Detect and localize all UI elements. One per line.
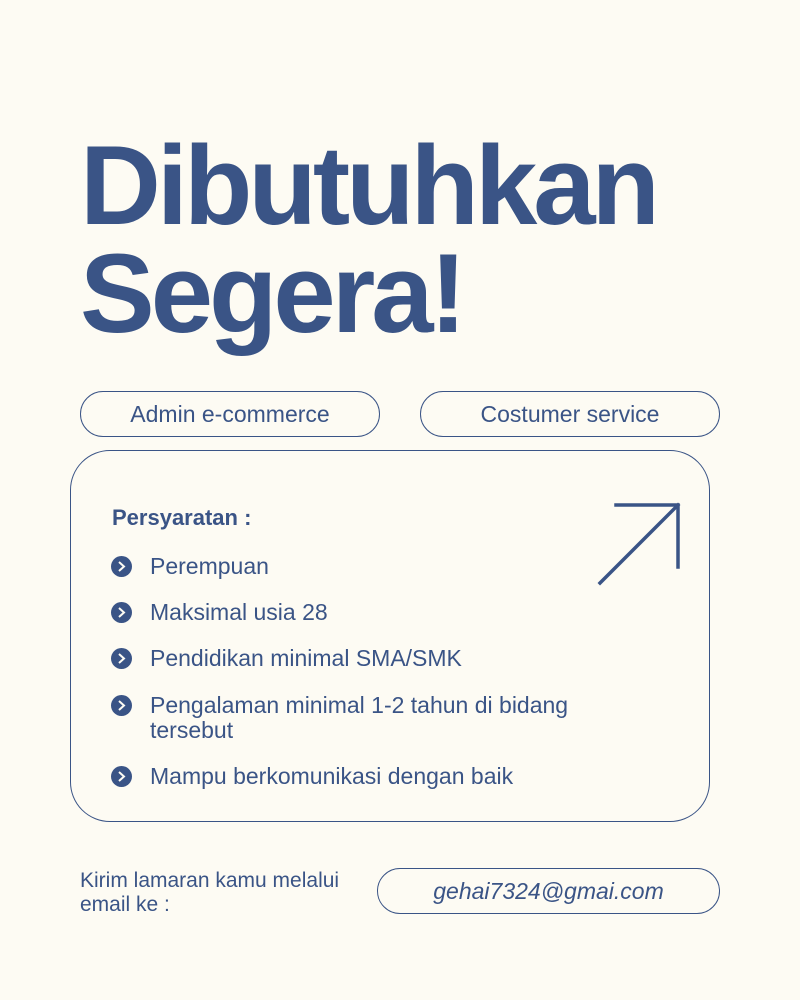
list-item	[111, 646, 600, 671]
requirement-text: Maksimal usia 28	[150, 599, 328, 625]
headline	[80, 123, 656, 356]
list-item	[111, 554, 600, 579]
list-item	[111, 764, 600, 789]
requirement-text: Pendidikan minimal SMA/SMK	[150, 645, 462, 671]
requirements-title: Persyaratan :	[112, 505, 252, 530]
list-item	[111, 693, 600, 743]
requirement-text: Pengalaman minimal 1-2 tahun di bidang tersebut	[150, 692, 569, 743]
chevron-right-icon	[111, 766, 132, 787]
email-address[interactable]: gehai7324@gmai.com	[377, 868, 720, 914]
list-item	[111, 600, 600, 625]
position-pill-admin: Admin e-commerce	[80, 391, 380, 437]
requirements-card	[70, 450, 710, 822]
chevron-right-icon	[111, 602, 132, 623]
headline-line-2: Segera!	[80, 231, 463, 356]
headline-line-1: Dibutuhkan	[80, 123, 656, 248]
position-pill-customer-service: Costumer service	[420, 391, 720, 437]
chevron-right-icon	[111, 556, 132, 577]
requirement-text: Mampu berkomunikasi dengan baik	[150, 763, 514, 789]
arrow-up-right-icon	[596, 501, 684, 589]
requirement-text: Perempuan	[150, 553, 269, 579]
contact-instruction: Kirim lamaran kamu melalui email ke :	[80, 869, 340, 916]
chevron-right-icon	[111, 648, 132, 669]
chevron-right-icon	[111, 695, 132, 716]
